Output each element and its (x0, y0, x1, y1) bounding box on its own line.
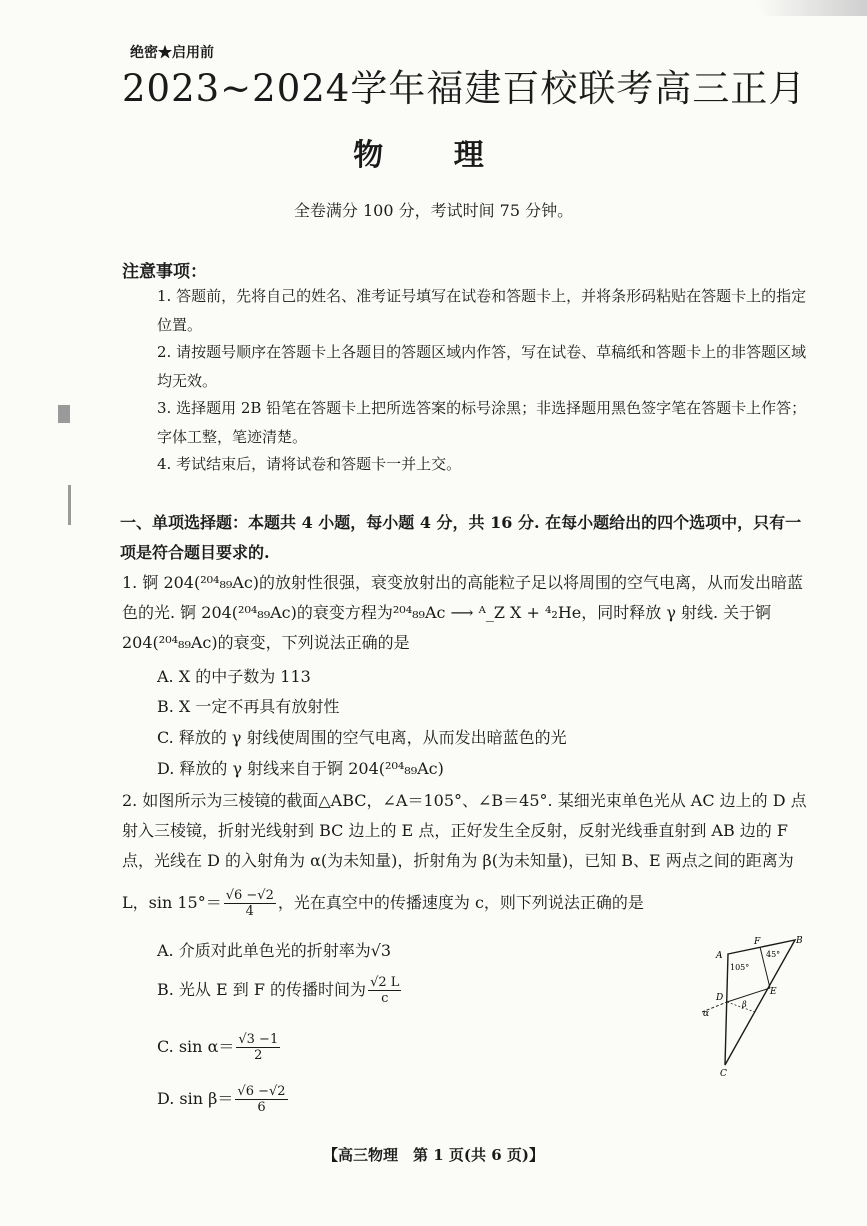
prism-outline (725, 940, 795, 1065)
fraction-numerator: √2 L (370, 975, 400, 990)
question-2-option-a: A. 介质对此单色光的折射率为√3 (157, 941, 392, 960)
option-d-fraction (235, 1084, 287, 1115)
question-2-option-d (157, 1084, 290, 1115)
label-f: F (754, 937, 761, 947)
angle-a-label: 105° (730, 963, 750, 972)
section-heading: 一、单项选择题：本题共 4 小题，每小题 4 分，共 16 分. 在每小题给出的四个选项中，只有一项是符合题目要求的. (120, 513, 802, 562)
score-info: 全卷满分 100 分，考试时间 75 分钟。 (293, 201, 574, 220)
alpha-label: α (703, 1009, 710, 1019)
notice-item: 4. 考试结束后，请将试卷和答题卡一并上交。 (157, 455, 462, 473)
beta-label: β (742, 1000, 747, 1009)
option-text: B. 光从 E 到 F 的传播时间为 (157, 980, 367, 999)
label-b: B (796, 936, 803, 946)
fraction-denominator: 4 (245, 904, 254, 919)
fraction-numerator: √6 −√2 (237, 1084, 286, 1099)
stem-text: ，光在真空中的传播速度为 c，则下列说法正确的是 (277, 893, 644, 912)
notice-item: 2. 请按题号顺序在答题卡上各题目的答题区域内作答，写在试卷、草稿纸和答题卡上的非答题区域均无效。 (157, 343, 807, 390)
angle-b-label: 45° (766, 950, 781, 959)
question-1-option-a: A. X 的中子数为 113 (157, 667, 311, 686)
question-2-stem-line (122, 888, 812, 919)
question-2-stem: 2. 如图所示为三棱镜的截面△ABC，∠A＝105°、∠B＝45°. 某细光束单色光从 AC 边上的 D 点射入三棱镜，折射光线射到 BC 边上的 E 点，正好发生全反射，反射光线垂直射到 AB 边的 F 点，光线在 D 的入射角为 α(为未知量)，折射角为 β(为未知量)，已知 B、E 两点之间的距离为 (122, 791, 807, 870)
label-d: D (716, 993, 724, 1003)
subject-title: 物 理 (353, 138, 514, 173)
scan-margin-line (68, 485, 71, 525)
notice-heading: 注意事项： (122, 262, 207, 282)
scan-corner-shadow (757, 0, 867, 16)
normal-line (727, 1002, 755, 1012)
notice-item: 3. 选择题用 2B 铅笔在答题卡上把所选答案的标号涂黑；非选择题用黑色签字笔在答题卡上作答；字体工整，笔迹清楚。 (157, 399, 807, 446)
label-e: E (770, 987, 777, 997)
question-2-option-c (157, 1032, 282, 1063)
page-footer: 【高三物理 第 1 页(共 6 页)】 (323, 1146, 544, 1164)
question-1-stem: 1. 锕 204(²⁰⁴₈₉Ac)的放射性很强，衰变放射出的高能粒子足以将周围的空气电离，从而发出暗蓝色的光. 锕 204(²⁰⁴₈₉Ac)的衰变方程为²⁰⁴₈₉Ac ⟶ ᴬ_Z X + ⁴₂He，同时释放 γ 射线. 关于锕204(²⁰⁴₈₉Ac)的衰变，下列说法正确的是 (122, 573, 804, 652)
question-1-option-d: D. 释放的 γ 射线来自于锕 204(²⁰⁴₈₉Ac) (157, 759, 444, 778)
question-2-option-b (157, 975, 403, 1006)
fraction-numerator: √3 −1 (238, 1032, 279, 1047)
fraction-denominator: 6 (257, 1100, 266, 1115)
secret-label: 绝密★启用前 (130, 45, 214, 61)
option-text: D. sin β＝ (157, 1089, 234, 1108)
stem-text: L，sin 15°＝ (122, 893, 222, 912)
exam-title: 2023~2024学年福建百校联考高三正月 (122, 67, 807, 110)
option-b-fraction (368, 975, 401, 1006)
notice-item: 1. 答题前，先将自己的姓名、准考证号填写在试卷和答题卡上，并将条形码粘贴在答题卡上的指定位置。 (157, 287, 807, 334)
scan-margin-mark (58, 405, 70, 423)
prism-diagram (700, 930, 810, 1080)
question-1-option-c: C. 释放的 γ 射线使周围的空气电离，从而发出暗蓝色的光 (157, 728, 567, 747)
label-c: C (720, 1069, 727, 1079)
label-a: A (716, 951, 723, 961)
option-c-fraction (236, 1032, 280, 1063)
option-text: C. sin α＝ (157, 1037, 235, 1056)
sin15-fraction (224, 888, 276, 919)
question-1-option-b: B. X 一定不再具有放射性 (157, 697, 340, 716)
fraction-denominator: c (381, 991, 389, 1006)
fraction-denominator: 2 (254, 1048, 263, 1063)
fraction-numerator: √6 −√2 (225, 888, 274, 903)
